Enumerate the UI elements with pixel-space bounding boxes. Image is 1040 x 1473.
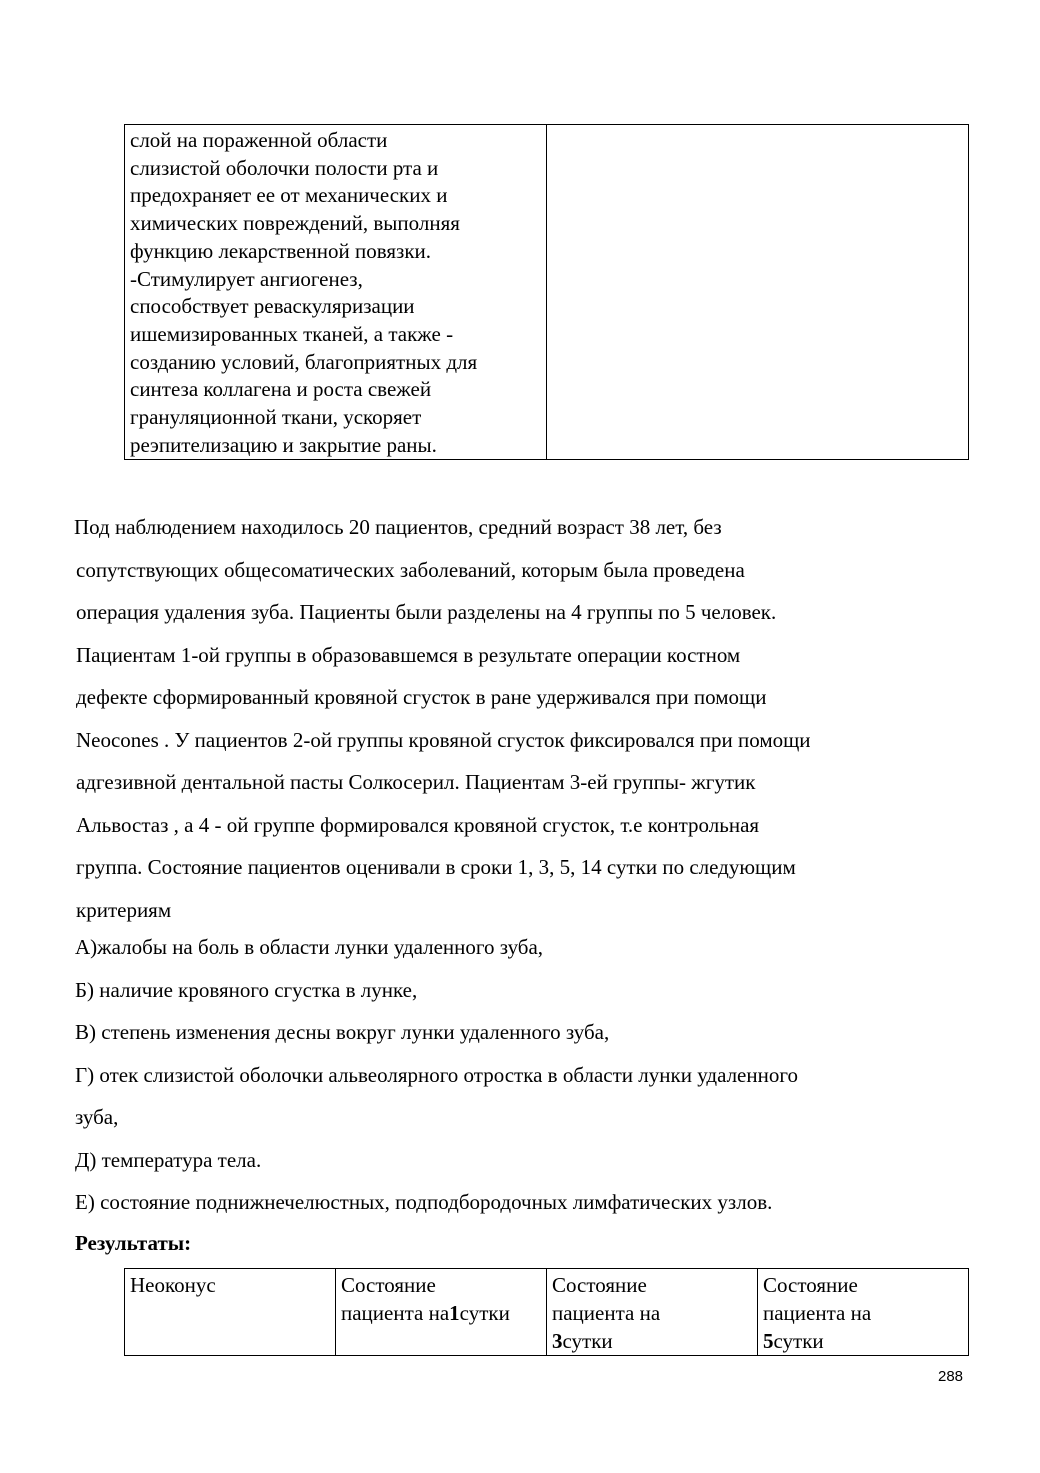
cell-line: грануляционной ткани, ускоряет xyxy=(130,405,422,430)
table-row xyxy=(125,1269,969,1356)
table-row xyxy=(125,125,969,460)
table-cell-empty xyxy=(547,125,969,460)
paragraph-line: Под наблюдением находилось 20 пациентов, средний возраст 38 лет, без xyxy=(74,515,722,539)
table-cell-day1 xyxy=(336,1269,547,1356)
body-paragraph xyxy=(76,506,956,931)
cell-line: способствует реваскуляризации xyxy=(130,294,415,319)
paragraph-line: Альвостаз , а 4 - ой группе формировался кровяной сгусток, т.е контрольная xyxy=(76,812,760,837)
paragraph-line: адгезивной дентальной пасты Солкосерил. Пациентам 3-ей группы- жгутик xyxy=(76,770,756,794)
day-number: 5 xyxy=(763,1329,774,1353)
cell-text: пациента на xyxy=(552,1301,661,1325)
criteria-item: Д) температура тела. xyxy=(75,1147,262,1172)
cell-text: сутки xyxy=(773,1329,824,1353)
cell-line: химических повреждений, выполняя xyxy=(130,211,460,236)
paragraph-line: группа. Состояние пациентов оценивали в сроки 1, 3, 5, 14 сутки по следующим xyxy=(76,855,796,879)
results-table xyxy=(124,1268,969,1356)
table-cell-day5 xyxy=(758,1269,969,1356)
cell-text: сутки xyxy=(459,1301,510,1325)
cell-line: слой на пораженной области xyxy=(130,128,388,152)
paragraph-line: Пациентам 1-ой группы в образовавшемся в результате операции костном xyxy=(76,642,741,667)
cell-text: пациента на xyxy=(341,1301,450,1325)
cell-text: Состояние xyxy=(763,1273,858,1297)
paragraph-line: Neocones . У пациентов 2-ой группы кровяной сгусток фиксировался при помощи xyxy=(76,727,811,752)
cell-line: предохраняет ее от механических и xyxy=(130,183,448,208)
cell-line: синтеза коллагена и роста свежей xyxy=(130,377,432,402)
cell-line: функцию лекарственной повязки. xyxy=(130,238,432,263)
criteria-item: Г) отек слизистой оболочки альвеолярного отростка в области лунки удаленного xyxy=(75,1062,798,1087)
cell-line: реэпителизацию и закрытие раны. xyxy=(130,432,437,457)
criteria-item: зуба, xyxy=(75,1105,119,1129)
criteria-item: А)жалобы на боль в области лунки удаленного зуба, xyxy=(75,935,544,959)
paragraph-line: сопутствующих общесоматических заболеваний, которым была проведена xyxy=(76,557,745,582)
table-cell-description xyxy=(125,125,547,460)
cell-line: слизистой оболочки полости рта и xyxy=(130,155,439,180)
cell-line: созданию условий, благоприятных для xyxy=(130,349,478,374)
day-number: 3 xyxy=(552,1329,563,1353)
page-number: 288 xyxy=(938,1368,964,1385)
cell-text: сутки xyxy=(562,1329,613,1353)
cell-text: Состояние xyxy=(341,1273,436,1297)
cell-line: -Стимулирует ангиогенез, xyxy=(130,266,363,291)
continuation-table xyxy=(124,124,969,460)
table-cell-day3 xyxy=(547,1269,758,1356)
paragraph-line: операция удаления зуба. Пациенты были разделены на 4 группы по 5 человек. xyxy=(76,600,777,624)
criteria-item: В) степень изменения десны вокруг лунки удаленного зуба, xyxy=(75,1020,610,1044)
cell-text: пациента на xyxy=(763,1301,872,1325)
paragraph-line: дефекте сформированный кровяной сгусток в ране удерживался при помощи xyxy=(76,685,767,709)
day-number: 1 xyxy=(449,1301,460,1325)
cell-text: Состояние xyxy=(552,1273,647,1297)
results-heading: Результаты: xyxy=(75,1231,192,1255)
criteria-item: Е) состояние поднижнечелюстных, подподбородочных лимфатических узлов. xyxy=(75,1190,773,1214)
criteria-item: Б) наличие кровяного сгустка в лунке, xyxy=(75,977,418,1002)
criteria-list xyxy=(75,926,955,1224)
cell-line: ишемизированных тканей, а также - xyxy=(130,321,454,346)
table-cell-group: Неоконус xyxy=(125,1269,336,1356)
paragraph-line: критериям xyxy=(76,897,172,922)
